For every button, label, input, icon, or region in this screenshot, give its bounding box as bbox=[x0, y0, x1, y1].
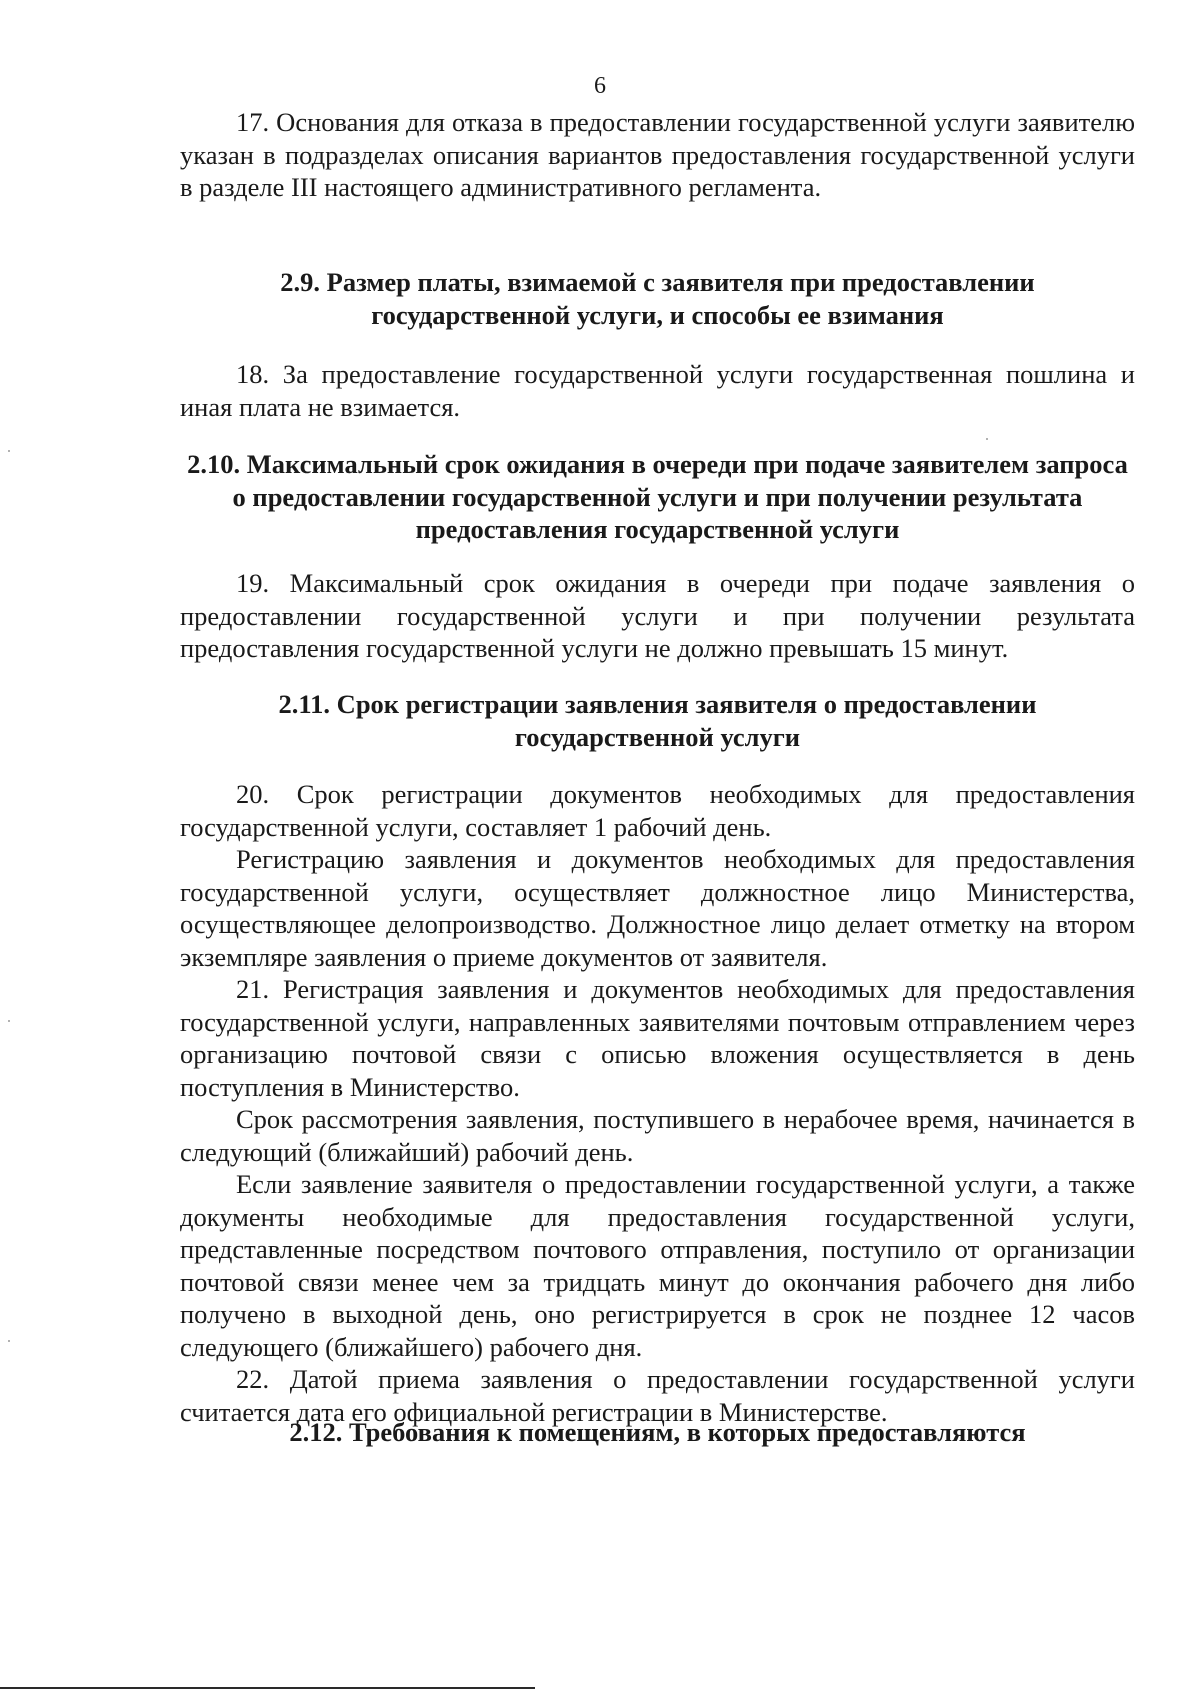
section-2-9-body bbox=[180, 358, 1135, 423]
paragraph-22: 22. Датой приема заявления о предоставлении государственной услуги считается дата его официальной регистрации в Министерстве. bbox=[180, 1364, 1135, 1427]
page-number: 6 bbox=[594, 73, 606, 99]
paragraph-registration: Регистрацию заявления и документов необходимых для предоставления государственной услуги, осуществляет должностное лицо Министерства, осуществляющее делопроизводство. Должностное лицо делает отметку на втором экземпляре заявления о приеме документов от заявителя. bbox=[180, 844, 1135, 972]
paragraph-19: 19. Максимальный срок ожидания в очереди при подаче заявления о предоставлении государственной услуги и при получении результата предоставления государственной услуги не должно превышать 15 минут. bbox=[180, 568, 1135, 663]
heading-2-11: 2.11. Срок регистрации заявления заявителя о предоставлении государственной услуги bbox=[278, 689, 1037, 752]
paragraph-18: 18. За предоставление государственной услуги государственная пошлина и иная плата не взимается. bbox=[180, 359, 1135, 422]
section-2-10-body bbox=[180, 567, 1135, 665]
bottom-rule bbox=[0, 1687, 535, 1689]
section-2-11-body bbox=[180, 778, 1135, 1428]
scan-speck bbox=[986, 438, 988, 440]
scan-speck bbox=[8, 1340, 10, 1342]
heading-2-12: 2.12. Требования к помещениям, в которых предоставляются bbox=[289, 1417, 1026, 1447]
paragraph-20: 20. Срок регистрации документов необходимых для предоставления государственной услуги, составляет 1 рабочий день. bbox=[180, 779, 1135, 842]
paragraph-non-working-time: Срок рассмотрения заявления, поступившего в нерабочее время, начинается в следующий (ближайший) рабочий день. bbox=[180, 1104, 1135, 1167]
section-17-body bbox=[180, 106, 1135, 204]
paragraph-21: 21. Регистрация заявления и документов необходимых для предоставления государственной услуги, направленных заявителями почтовым отправлением через организацию почтовой связи с описью вложения осуществляется в день поступления в Министерство. bbox=[180, 974, 1135, 1102]
heading-2-9: 2.9. Размер платы, взимаемой с заявителя при предоставлении государственной услуги, и способы ее взимания bbox=[280, 267, 1035, 330]
scan-speck bbox=[8, 1020, 10, 1022]
paragraph-postal-late: Если заявление заявителя о предоставлении государственной услуги, а также документы необходимые для предоставления государственной услуги, представленные посредством почтового отправления, поступило от организации почтовой связи менее чем за тридцать минут до окончания рабочего дня либо получено в выходной день, оно регистрируется в срок не позднее 12 часов следующего (ближайшего) рабочего дня. bbox=[180, 1169, 1135, 1362]
heading-2-10: 2.10. Максимальный срок ожидания в очереди при подаче заявителем запроса о предоставлении государственной услуги и при получении результата предоставления государственной услуги bbox=[187, 449, 1128, 544]
scan-speck bbox=[8, 450, 10, 452]
paragraph-17: 17. Основания для отказа в предоставлении государственной услуги заявителю указан в подразделах описания вариантов предоставления государственной услуги в разделе III настоящего административного регламента. bbox=[180, 107, 1135, 202]
